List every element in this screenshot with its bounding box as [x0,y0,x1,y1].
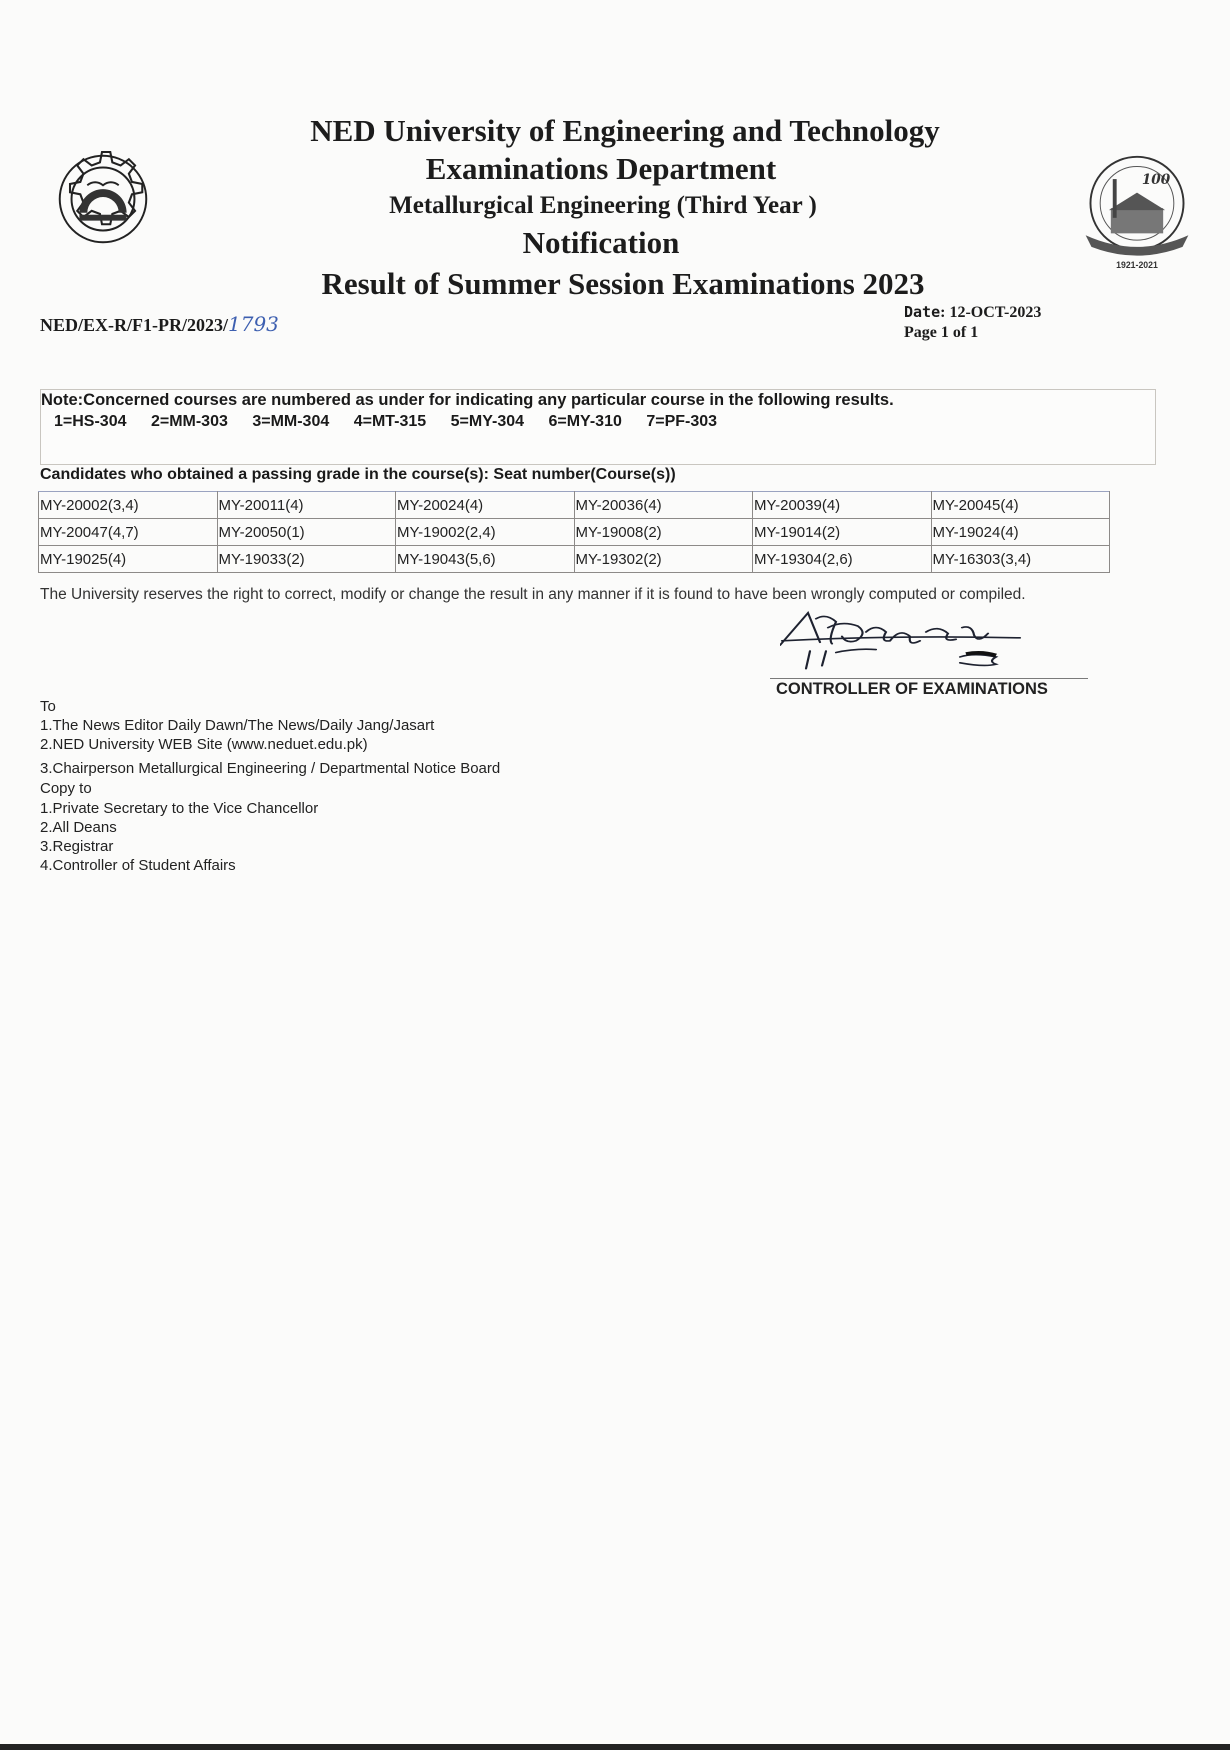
signatory-title: CONTROLLER OF EXAMINATIONS [776,680,1048,698]
copy-to-label: Copy to [40,780,92,797]
seat-cell: MY-16303(3,4) [931,546,1110,573]
date-block [904,302,1041,343]
seat-cell: MY-20045(4) [931,492,1110,519]
seat-cell: MY-19043(5,6) [396,546,575,573]
scan-bottom-edge [0,1744,1230,1750]
table-row [39,519,1110,546]
note-title: Note:Concerned courses are numbered as under for indicating any particular course in the following results. [41,391,894,409]
date-line [904,302,1041,323]
table-row [39,546,1110,573]
recipient: 2.NED University WEB Site (www.neduet.edu.pk) [40,736,368,753]
page-indicator: Page 1 of 1 [904,324,979,341]
copy-recipient: 1.Private Secretary to the Vice Chancellor [40,800,319,817]
signature-line [770,678,1088,679]
department-name: Examinations Department [425,151,777,186]
course-code: 1=HS-304 [54,413,127,430]
course-code: 2=MM-303 [150,413,228,430]
course-code: 6=MY-310 [548,413,622,430]
seat-cell: MY-19002(2,4) [396,519,575,546]
course-code: 3=MM-304 [252,413,330,430]
seat-cell: MY-20050(1) [217,519,396,546]
course-code: 4=MT-315 [353,413,427,430]
seat-cell: MY-20039(4) [753,492,932,519]
copy-recipient: 2.All Deans [40,819,117,836]
document-type: Notification [522,225,680,260]
disclaimer-text: The University reserves the right to correct, modify or change the result in any manner if it is found to have been wrongly computed or compiled. [40,586,1026,603]
handwritten-number: 1793 [228,312,279,336]
emblem-number: 100 [1141,171,1171,188]
university-name: NED University of Engineering and Technology [310,113,940,148]
signature-icon [780,610,1080,676]
course-code: 5=MY-304 [450,413,525,430]
seat-cell: MY-19302(2) [574,546,753,573]
seat-cell: MY-19304(2,6) [753,546,932,573]
course-list [54,413,737,431]
seat-cell: MY-19033(2) [217,546,396,573]
reference-number [40,312,279,336]
seat-cell: MY-19025(4) [39,546,218,573]
emblem-years: 1921-2021 [1116,260,1158,271]
seat-cell: MY-19008(2) [574,519,753,546]
table-row [39,492,1110,519]
passing-candidates-title: Candidates who obtained a passing grade in the course(s): Seat number(Course(s)) [40,466,676,483]
copy-recipient: 3.Registrar [40,838,114,855]
course-code: 7=PF-303 [646,413,718,430]
seat-cell: MY-20047(4,7) [39,519,218,546]
passing-candidates-table [38,491,1110,573]
to-label: To [40,698,56,715]
course-note-box [40,389,1156,465]
copy-recipient: 4.Controller of Student Affairs [40,857,236,874]
date-value: : 12-OCT-2023 [940,304,1042,321]
seat-cell: MY-20002(3,4) [39,492,218,519]
seat-cell: MY-20011(4) [217,492,396,519]
result-title: Result of Summer Session Examinations 2023 [321,266,925,301]
program-name: Metallurgical Engineering (Third Year ) [389,192,817,219]
seat-cell: MY-19014(2) [753,519,932,546]
seat-cell: MY-19024(4) [931,519,1110,546]
reference-prefix: NED/EX-R/F1-PR/2023/ [40,315,228,335]
seat-cell: MY-20036(4) [574,492,753,519]
recipient: 1.The News Editor Daily Dawn/The News/Daily Jang/Jasart [40,717,435,734]
date-label: Date [904,303,941,321]
recipient: 3.Chairperson Metallurgical Engineering / Departmental Notice Board [40,760,501,777]
seat-cell: MY-20024(4) [396,492,575,519]
